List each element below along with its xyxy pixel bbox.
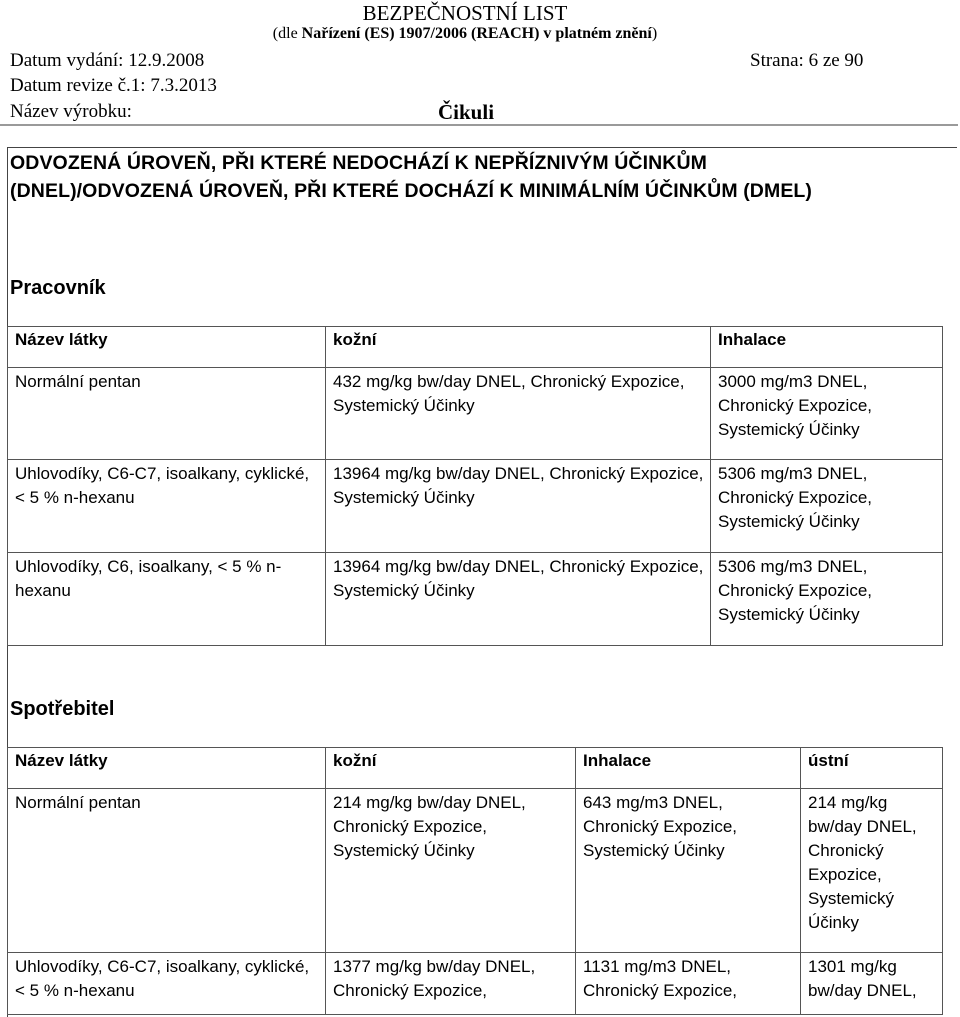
table-row [8,553,943,646]
dermal-cell: 432 mg/kg bw/day DNEL, Chronický Expozice, Systemický Účinky [326,368,711,460]
table-row [8,368,943,460]
subtitle-close: ) [651,25,658,42]
worker-heading: Pracovník [10,277,106,299]
regulation-name: Nařízení (ES) 1907/2006 (REACH) v platném znění [301,25,652,42]
section-title-line-1: ODVOZENÁ ÚROVEŇ, PŘI KTERÉ NEDOCHÁZÍ K NEPŘÍZNIVÝM ÚČINKŮM [10,152,708,174]
table-row [8,953,943,1015]
column-header-inhalation: Inhalace [711,327,943,368]
dermal-cell: 214 mg/kg bw/day DNEL, Chronický Expozice, Systemický Účinky [326,789,576,953]
substance-cell: Uhlovodíky, C6-C7, isoalkany, cyklické, < 5 % n-hexanu [8,953,326,1015]
table-header-row [8,748,943,789]
dermal-cell: 13964 mg/kg bw/day DNEL, Chronický Expozice, Systemický Účinky [326,553,711,646]
dermal-cell: 13964 mg/kg bw/day DNEL, Chronický Expozice, Systemický Účinky [326,460,711,553]
column-header-dermal: kožní [326,748,576,789]
column-header-dermal: kožní [326,327,711,368]
product-label: Název výrobku: [10,101,132,122]
inhalation-cell: 3000 mg/m3 DNEL, Chronický Expozice, Systemický Účinky [711,368,943,460]
header-divider [0,124,958,126]
inhalation-cell: 5306 mg/m3 DNEL, Chronický Expozice, Systemický Účinky [711,460,943,553]
inhalation-cell: 643 mg/m3 DNEL, Chronický Expozice, Systemický Účinky [576,789,801,953]
oral-cell: 1301 mg/kg bw/day DNEL, [801,953,943,1015]
inhalation-cell: 1131 mg/m3 DNEL, Chronický Expozice, [576,953,801,1015]
inhalation-cell: 5306 mg/m3 DNEL, Chronický Expozice, Systemický Účinky [711,553,943,646]
substance-cell: Normální pentan [8,789,326,953]
table-header-row [8,327,943,368]
table-row [8,460,943,553]
page-number: Strana: 6 ze 90 [750,50,864,71]
column-header-inhalation: Inhalace [576,748,801,789]
document-title: BEZPEČNOSTNÍ LIST [362,1,568,25]
column-header-substance: Název látky [8,327,326,368]
oral-cell: 214 mg/kg bw/day DNEL, Chronický Expozice, Systemický Účinky [801,789,943,953]
dermal-cell: 1377 mg/kg bw/day DNEL, Chronický Expozice, [326,953,576,1015]
section-title [10,149,812,205]
table-row [8,789,943,953]
content-frame-top [7,147,957,148]
subtitle-open: (dle [272,25,302,42]
substance-cell: Normální pentan [8,368,326,460]
issue-date: Datum vydání: 12.9.2008 [10,50,205,71]
section-title-line-2: (DNEL)/ODVOZENÁ ÚROVEŇ, PŘI KTERÉ DOCHÁZÍ K MINIMÁLNÍM ÚČINKŮM (DMEL) [10,180,813,202]
product-name: Čikuli [438,100,495,124]
column-header-substance: Název látky [8,748,326,789]
revision-date: Datum revize č.1: 7.3.2013 [10,75,217,96]
regulation-subtitle [0,25,930,43]
consumer-heading: Spotřebitel [10,698,115,720]
substance-cell: Uhlovodíky, C6, isoalkany, < 5 % n-hexanu [8,553,326,646]
worker-dnel-table [7,326,943,646]
column-header-oral: ústní [801,748,943,789]
consumer-dnel-table [7,747,943,1015]
substance-cell: Uhlovodíky, C6-C7, isoalkany, cyklické, < 5 % n-hexanu [8,460,326,553]
